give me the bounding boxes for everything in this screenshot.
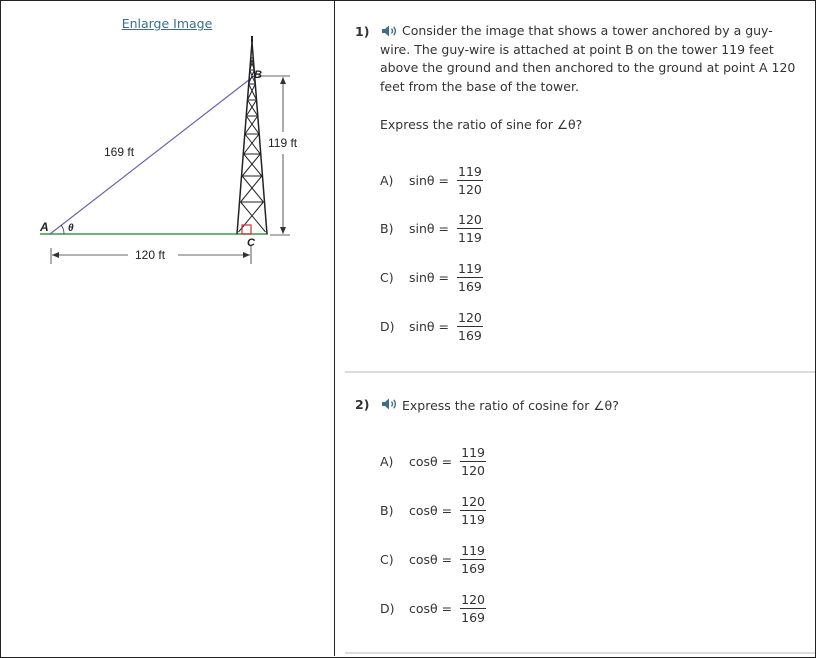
option-letter: B) (380, 502, 394, 518)
option-function: sinθ = (409, 269, 450, 285)
point-a-label: A (40, 220, 49, 234)
point-b-label: B (254, 69, 262, 81)
question-text (380, 22, 800, 96)
answer-option-d[interactable] (380, 308, 483, 344)
question-text (380, 397, 800, 416)
numerator: 119 (461, 444, 485, 460)
option-function: cosθ = (409, 600, 453, 616)
tower-diagram (30, 36, 300, 271)
hypotenuse-label: 169 ft (104, 145, 135, 159)
denominator: 169 (458, 278, 482, 294)
option-fraction (457, 261, 483, 294)
height-label: 119 ft (268, 136, 298, 150)
option-letter: B) (380, 220, 394, 236)
question-prompt: Express the ratio of sine for ∠θ? (380, 117, 583, 132)
answer-option-b[interactable] (380, 210, 483, 246)
denominator: 119 (461, 511, 485, 527)
answer-option-a[interactable] (380, 162, 483, 198)
option-fraction (457, 310, 483, 343)
tower-structure (237, 36, 267, 234)
questions-panel (335, 0, 815, 656)
denominator: 120 (458, 181, 482, 197)
option-letter: A) (380, 172, 394, 188)
angle-theta-label: θ (68, 223, 74, 234)
base-label: 120 ft (135, 248, 166, 262)
question-text-body: Consider the image that shows a tower anchored by a guy-wire. The guy-wire is attached at point B on the tower 119 feet above the ground and then anchored to the ground at point A 120 feet from the base of the tower. (380, 23, 796, 94)
option-fraction (460, 445, 486, 478)
answer-option-c[interactable] (380, 541, 486, 577)
angle-arc (61, 225, 64, 234)
option-letter: C) (380, 551, 394, 567)
option-fraction (457, 212, 483, 245)
guy-wire-line (50, 76, 254, 234)
denominator: 169 (461, 609, 485, 625)
answer-option-a[interactable] (380, 443, 486, 479)
option-letter: D) (380, 318, 395, 334)
base-dim-arrow-left (52, 252, 59, 258)
height-dim-arrow-down (280, 227, 286, 234)
option-letter: D) (380, 600, 395, 616)
option-fraction (457, 164, 483, 197)
option-function: cosθ = (409, 551, 453, 567)
numerator: 120 (458, 211, 482, 227)
answer-option-b[interactable] (380, 492, 486, 528)
option-letter: C) (380, 269, 394, 285)
question-number: 2) (355, 397, 370, 412)
option-fraction (460, 494, 486, 527)
question-text-body: Express the ratio of cosine for ∠θ? (402, 398, 619, 413)
denominator: 169 (458, 327, 482, 343)
denominator: 119 (458, 229, 482, 245)
numerator: 119 (458, 260, 482, 276)
numerator: 119 (458, 163, 482, 179)
height-dim-arrow-up (280, 77, 286, 84)
numerator: 120 (461, 591, 485, 607)
answer-option-c[interactable] (380, 259, 483, 295)
option-function: sinθ = (409, 318, 450, 334)
question-separator (345, 652, 815, 654)
denominator: 120 (461, 462, 485, 478)
question-number: 1) (355, 24, 370, 39)
numerator: 120 (461, 493, 485, 509)
numerator: 119 (461, 542, 485, 558)
figure-panel (0, 0, 334, 656)
base-dim-arrow-right (243, 252, 250, 258)
answer-option-d[interactable] (380, 590, 486, 626)
option-letter: A) (380, 453, 394, 469)
option-fraction (460, 592, 486, 625)
option-function: sinθ = (409, 172, 450, 188)
option-function: cosθ = (409, 502, 453, 518)
question-separator (345, 371, 815, 373)
enlarge-image-link[interactable]: Enlarge Image (121, 16, 213, 31)
numerator: 120 (458, 309, 482, 325)
point-c-label: C (247, 237, 255, 249)
option-function: cosθ = (409, 453, 453, 469)
option-fraction (460, 543, 486, 576)
option-function: sinθ = (409, 220, 450, 236)
denominator: 169 (461, 560, 485, 576)
